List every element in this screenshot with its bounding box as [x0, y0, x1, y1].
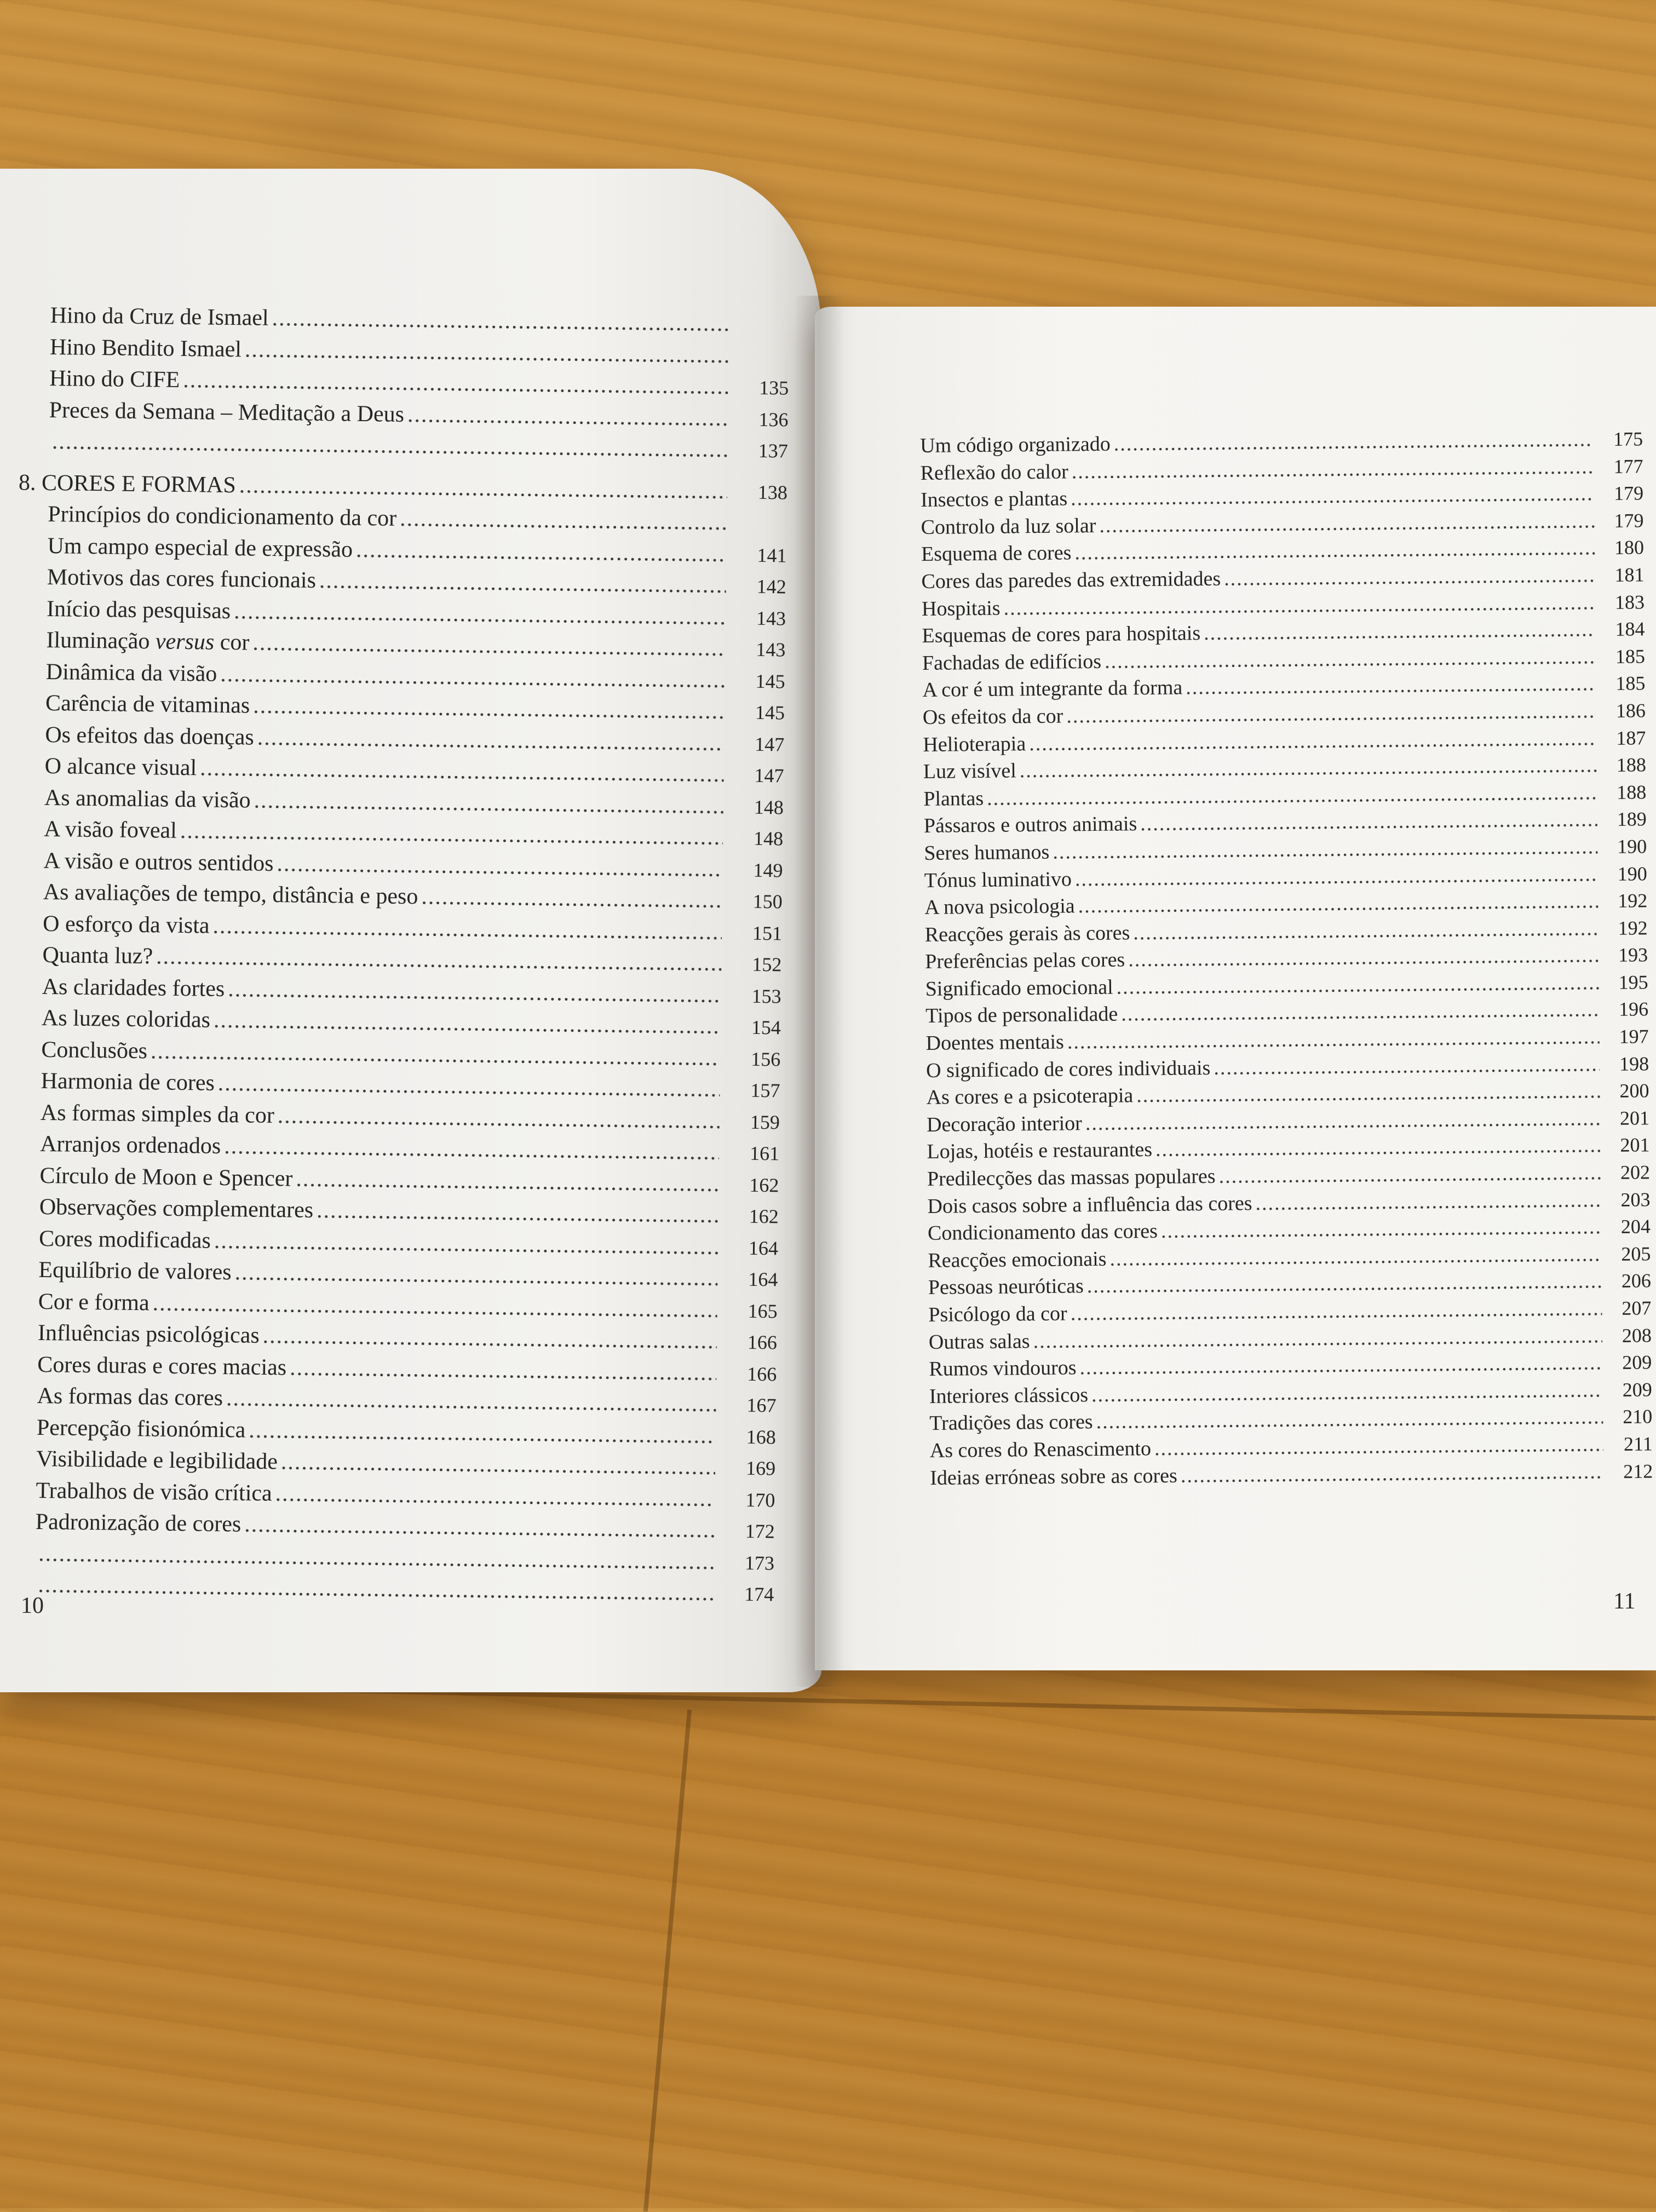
toc-entry-page-number: 201: [1600, 1135, 1649, 1156]
toc-entry-title: Insectos e plantas: [921, 489, 1071, 511]
dot-leader: [272, 307, 729, 335]
toc-entry-page-number: 200: [1600, 1081, 1649, 1101]
dot-leader: [239, 474, 727, 503]
toc-entry-page-number: 157: [720, 1080, 780, 1100]
toc-entry-title: Observações complementares: [39, 1196, 317, 1222]
page-number-left: 10: [21, 1593, 44, 1619]
toc-entry-page-number: 136: [728, 409, 788, 429]
toc-entry-page-number: 148: [723, 797, 784, 817]
toc-entry-title: Dois casos sobre a influência das cores: [927, 1193, 1255, 1217]
toc-entry-title: Seres humanos: [924, 842, 1053, 864]
dot-leader: [1116, 972, 1599, 997]
toc-entry-page-number: 207: [1602, 1298, 1651, 1318]
toc-entry-page-number: 209: [1603, 1380, 1652, 1400]
toc-entry-title: Psicólogo da cor: [928, 1303, 1071, 1325]
dot-leader: [1072, 456, 1594, 482]
toc-entry-title: Um código organizado: [920, 434, 1114, 456]
toc-entry-title: Trabalhos de visão crítica: [36, 1479, 275, 1504]
toc-entry-page-number: 211: [1603, 1434, 1653, 1454]
toc-entry-title: Lojas, hotéis e restaurantes: [927, 1139, 1155, 1162]
dot-leader: [1071, 1298, 1602, 1324]
dot-leader: [1204, 619, 1596, 644]
dot-leader: [1161, 1216, 1601, 1242]
dot-leader: [262, 1324, 717, 1353]
toc-entry-title: Ideias erróneas sobre as cores: [930, 1465, 1181, 1488]
toc-entry-title: Preces da Semana – Meditação a Deus: [49, 398, 407, 426]
toc-entry-page-number: 202: [1601, 1162, 1650, 1182]
toc-entry-title: As cores do Renascimento: [930, 1438, 1155, 1461]
toc-entry-title: Um campo especial de expressão: [47, 534, 356, 561]
toc-entry-title: As claridades fortes: [42, 975, 228, 1000]
toc-entry-page-number: 205: [1601, 1244, 1651, 1264]
toc-entry-page-number: 175: [1594, 429, 1643, 449]
toc-entry-page-number: 151: [722, 923, 782, 943]
dot-leader: [1154, 1434, 1603, 1459]
toc-entry-page-number: 201: [1600, 1108, 1649, 1128]
toc-entry-page-number: 204: [1601, 1216, 1651, 1237]
toc-entry-page-number: 143: [725, 639, 785, 659]
toc-entry-title: Luz visível: [923, 760, 1020, 782]
toc-entry-page-number: 138: [727, 482, 787, 502]
toc-entry-page-number: 145: [725, 702, 785, 722]
toc-entry-title: Tradições das cores: [929, 1411, 1096, 1434]
toc-entry-title: Fachadas de edifícios: [922, 651, 1105, 674]
toc-entry-title: Predilecções das massas populares: [927, 1166, 1219, 1190]
dot-leader: [1128, 945, 1599, 970]
dot-leader: [317, 1199, 718, 1227]
toc-entry-title: Visibilidade e legibilidade: [36, 1447, 281, 1473]
toc-entry-page-number: 141: [726, 545, 786, 565]
toc-entry-title: As cores e a psicoterapia: [926, 1085, 1136, 1108]
right-page-toc: [920, 428, 1653, 1495]
toc-entry-page-number: 192: [1598, 890, 1647, 911]
toc-entry-page-number: 165: [717, 1301, 777, 1321]
dot-leader: [1091, 1380, 1603, 1405]
dot-leader: [277, 852, 722, 881]
dot-leader: [249, 1418, 716, 1447]
toc-entry-title: Cores das paredes das extremidades: [921, 568, 1224, 592]
toc-entry-page-number: 208: [1602, 1325, 1652, 1346]
toc-entry-page-number: 145: [725, 671, 785, 691]
toc-entry-page-number: 196: [1599, 999, 1648, 1020]
toc-entry-title: Hino do CIFE: [49, 367, 183, 392]
toc-entry-title: Influências psicológicas: [38, 1322, 263, 1347]
toc-entry-page-number: 142: [726, 576, 786, 596]
toc-entry-title: Controlo da luz solar: [921, 515, 1099, 538]
toc-entry-title: Arranjos ordenados: [40, 1133, 225, 1158]
toc-entry-title: Motivos das cores funcionais: [47, 566, 320, 592]
toc-entry-title: Dinâmica da visão: [46, 660, 221, 685]
toc-entry-page-number: 192: [1599, 918, 1648, 938]
toc-entry-title: Os efeitos da cor: [923, 705, 1067, 728]
dot-leader: [1078, 890, 1598, 916]
page-number-right: 11: [1613, 1588, 1635, 1615]
toc-entry-title: A visão foveal: [44, 818, 180, 842]
toc-entry-title: Reflexão do calor: [920, 461, 1071, 484]
toc-entry-title: A cor é um integrante da forma: [922, 677, 1186, 701]
floor-board-seam: [643, 1709, 692, 2211]
dot-leader: [1181, 1461, 1604, 1486]
toc-entry-title: Cores modificadas: [39, 1227, 214, 1252]
toc-entry-title: Quanta luz?: [42, 944, 156, 968]
toc-entry-title: O alcance visual: [44, 755, 200, 779]
toc-entry-page-number: 164: [717, 1269, 778, 1289]
dot-leader: [1218, 1162, 1601, 1187]
toc-entry-page-number: 179: [1594, 510, 1643, 531]
toc-entry-page-number: 153: [721, 986, 781, 1006]
toc-entry-title: Decoração interior: [927, 1113, 1085, 1135]
toc-entry-page-number: 167: [716, 1395, 776, 1415]
dot-leader: [1067, 1026, 1600, 1052]
toc-entry-page-number: 183: [1595, 592, 1645, 612]
toc-entry-title: As formas das cores: [37, 1384, 226, 1410]
toc-entry-title: Cores duras e cores macias: [37, 1353, 290, 1379]
dot-leader: [421, 885, 722, 912]
toc-entry-page-number: 180: [1595, 538, 1644, 558]
dot-leader: [281, 1450, 716, 1479]
dot-leader: [1099, 510, 1595, 536]
toc-entry-title: Pessoas neuróticas: [928, 1276, 1087, 1299]
toc-entry-page-number: 152: [721, 954, 781, 974]
toc-entry-title: Iluminação versus cor: [46, 629, 252, 654]
toc-entry-page-number: 173: [714, 1552, 774, 1572]
dot-leader: [1255, 1190, 1601, 1214]
dot-leader: [1071, 483, 1594, 509]
toc-entry-title: Reacções emocionais: [928, 1249, 1109, 1271]
toc-entry-page-number: 193: [1599, 945, 1648, 966]
toc-entry-title: Helioterapia: [923, 733, 1029, 755]
toc-entry-page-number: 188: [1597, 782, 1646, 802]
toc-entry-page-number: 203: [1601, 1190, 1650, 1210]
toc-entry-page-number: 135: [728, 377, 789, 398]
toc-entry-page-number: 190: [1598, 864, 1647, 884]
toc-entry-page-number: 197: [1599, 1026, 1648, 1047]
dot-leader: [1186, 674, 1596, 698]
toc-entry-page-number: 147: [723, 765, 784, 785]
toc-entry-page-number: 159: [720, 1112, 780, 1132]
toc-entry-page-number: 190: [1597, 836, 1647, 857]
toc-entry-page-number: 210: [1603, 1407, 1652, 1427]
toc-entry-title: Preferências pelas cores: [925, 950, 1128, 973]
toc-entry-page-number: 137: [728, 440, 788, 461]
toc-entry-page-number: 172: [715, 1521, 775, 1541]
toc-entry-page-number: 212: [1603, 1461, 1653, 1481]
toc-entry-page-number: 161: [719, 1143, 779, 1163]
dot-leader: [400, 507, 727, 534]
dot-leader: [1079, 1352, 1602, 1378]
toc-entry-title: O esforço da vista: [43, 912, 213, 937]
toc-entry-page-number: 188: [1597, 755, 1646, 775]
toc-entry-page-number: 174: [714, 1584, 774, 1604]
toc-entry-page-number: 162: [718, 1175, 779, 1195]
toc-entry-title: Interiores clássicos: [929, 1384, 1092, 1407]
toc-entry-title: Hino da Cruz de Ismael: [50, 304, 272, 330]
toc-entry-page-number: 209: [1602, 1352, 1652, 1372]
dot-leader: [1074, 538, 1595, 564]
toc-entry-page-number: 150: [722, 891, 783, 911]
dot-leader: [1105, 646, 1596, 672]
toc-entry-title: A visão e outros sentidos: [43, 849, 277, 875]
toc-entry-title: As formas simples da cor: [41, 1101, 278, 1127]
toc-entry-page-number: 206: [1602, 1271, 1651, 1291]
toc-entry-title: Percepção fisionómica: [37, 1416, 249, 1441]
toc-entry-page-number: 162: [718, 1206, 779, 1226]
toc-entry-title: Doentes mentais: [925, 1032, 1067, 1054]
toc-entry-title: Pássaros e outros animais: [924, 813, 1141, 836]
dot-leader: [1114, 429, 1594, 454]
toc-entry-title: As avaliações de tempo, distância e peso: [43, 881, 422, 908]
dot-leader: [275, 1482, 715, 1510]
dot-leader: [1133, 918, 1599, 943]
dot-leader: [1053, 836, 1597, 863]
toc-entry-page-number: 184: [1595, 619, 1645, 639]
dot-leader: [356, 538, 727, 565]
dot-leader: [278, 1104, 720, 1133]
italic-word: versus: [156, 629, 215, 654]
toc-entry-title: Círculo de Moon e Spencer: [39, 1164, 296, 1190]
toc-entry-page-number: 147: [724, 734, 784, 754]
toc-entry-page-number: 169: [715, 1458, 775, 1478]
toc-entry-title: As luzes coloridas: [42, 1007, 214, 1032]
toc-entry-page-number: 185: [1596, 646, 1645, 667]
dot-leader: [296, 1167, 719, 1195]
toc-entry-page-number: 164: [718, 1238, 778, 1258]
dot-leader: [1224, 565, 1595, 589]
dot-leader: [290, 1356, 717, 1384]
toc-entry-page-number: 181: [1595, 565, 1644, 585]
dot-leader: [1085, 1108, 1601, 1134]
toc-entry-title: Início das pesquisas: [47, 597, 234, 622]
toc-entry-page-number: 149: [722, 860, 783, 880]
dot-leader: [1109, 1244, 1601, 1269]
book-spine: [794, 296, 843, 1687]
toc-entry-page-number: 166: [716, 1364, 777, 1384]
toc-entry-page-number: 185: [1596, 674, 1645, 694]
toc-entry-page-number: 177: [1594, 456, 1643, 476]
toc-entry-title: Harmonia de cores: [41, 1070, 218, 1095]
dot-leader: [1066, 700, 1596, 726]
toc-entry-title: Padronização de cores: [36, 1510, 245, 1536]
toc-entry-title: Carência de vitaminas: [45, 692, 254, 717]
toc-entry-page-number: 198: [1600, 1054, 1649, 1074]
toc-entry-title: As anomalias da visão: [44, 786, 254, 812]
dot-leader: [319, 569, 726, 597]
toc-entry-page-number: 168: [716, 1426, 776, 1446]
dot-leader: [1136, 1081, 1600, 1106]
dot-leader: [1121, 999, 1599, 1025]
toc-entry-title: 8. CORES E FORMAS: [19, 471, 239, 497]
toc-entry-title: A nova psicologia: [924, 895, 1078, 918]
dot-leader: [1096, 1406, 1603, 1432]
dot-leader: [1214, 1054, 1600, 1078]
toc-entry-page-number: 189: [1597, 809, 1647, 830]
toc-entry-page-number: 154: [721, 1017, 781, 1037]
toc-entry-page-number: 166: [717, 1332, 777, 1352]
toc-entry-title: Hino Bendito Ismael: [50, 335, 245, 360]
toc-entry-title: Esquemas de cores para hospitais: [922, 623, 1204, 646]
toc-entry-page-number: 186: [1596, 700, 1646, 721]
toc-entry-title: Rumos vindouros: [929, 1357, 1080, 1380]
toc-entry-title: Hospitais: [922, 597, 1004, 619]
dot-leader: [1087, 1271, 1602, 1297]
dot-leader: [1140, 809, 1597, 834]
toc-entry-page-number: 179: [1594, 484, 1643, 504]
toc-entry-title: Reacções gerais às cores: [925, 922, 1134, 945]
toc-entry-title: Esquema de cores: [921, 543, 1075, 565]
toc-entry-page-number: 170: [715, 1489, 775, 1509]
toc-entry-title: Significado emocional: [925, 976, 1117, 999]
toc-entry-page-number: 143: [726, 608, 786, 628]
dot-leader: [1155, 1135, 1601, 1160]
toc-entry-title: Condicionamento das cores: [928, 1221, 1161, 1244]
toc-entry-title: Equilíbrio de valores: [38, 1259, 235, 1284]
toc-entry-title: Princípios do condicionamento da cor: [48, 503, 400, 530]
toc-entry-title: Plantas: [923, 788, 987, 809]
toc-entry-page-number: 195: [1599, 972, 1648, 992]
toc-entry-title: Conclusões: [41, 1038, 151, 1062]
toc-entry-page-number: 156: [720, 1049, 780, 1069]
toc-entry-title: Tónus luminativo: [924, 869, 1076, 891]
left-page-toc: [34, 304, 790, 1614]
dot-leader: [257, 726, 724, 754]
dot-leader: [407, 403, 728, 429]
toc-entry-page-number: 148: [723, 828, 783, 848]
toc-entry-title: Cor e forma: [38, 1290, 152, 1314]
dot-leader: [1075, 864, 1598, 889]
toc-entry-title: Os efeitos das doenças: [45, 723, 257, 749]
toc-entry-title: Outras salas: [929, 1331, 1033, 1353]
toc-entry-page-number: 187: [1596, 728, 1646, 748]
toc-entry-title: Tipos de personalidade: [925, 1004, 1121, 1026]
toc-entry-title: O significado de cores individuais: [926, 1058, 1214, 1081]
